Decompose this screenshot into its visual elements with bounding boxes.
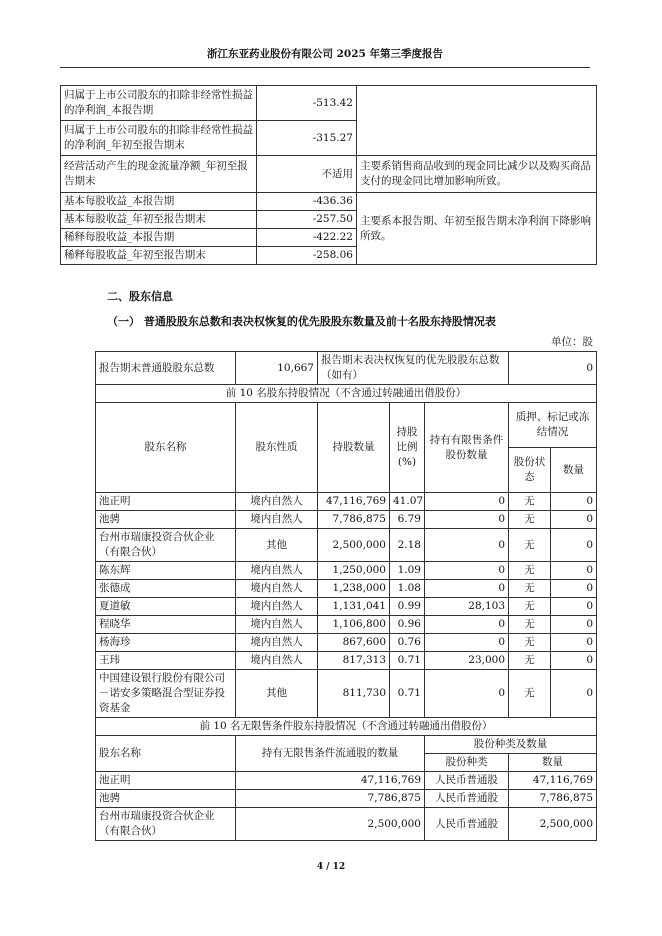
shareholder-ratio: 2.18 [390, 529, 425, 562]
table-row [96, 493, 597, 511]
uheader-name: 股东名称 [96, 736, 236, 772]
shareholder-pledge-qty: 0 [551, 670, 597, 718]
unrestricted-qty: 2,500,000 [236, 808, 425, 841]
unrestricted-type: 人民币普通股 [425, 808, 509, 841]
shareholder-pledge-status: 无 [509, 670, 551, 718]
shareholder-ratio: 0.99 [390, 598, 425, 616]
row-value: -257.50 [257, 211, 357, 229]
uheader-amount: 数量 [509, 754, 597, 772]
table-row [96, 598, 597, 616]
top10-caption: 前 10 名股东持股情况（不含通过转融通出借股份） [96, 385, 597, 403]
table-header-row [96, 403, 597, 448]
header-name: 股东名称 [96, 403, 236, 493]
shareholder-ratio: 0.71 [390, 670, 425, 718]
shareholder-ratio: 6.79 [390, 511, 425, 529]
unrestricted-caption: 前 10 名无限售条件股东持股情况（不含通过转融通出借股份） [96, 718, 597, 736]
shareholder-name: 中国建设银行股份有限公司－诺安多策略混合型证券投资基金 [96, 670, 236, 718]
unrestricted-rows [96, 772, 597, 841]
table-row [61, 156, 597, 193]
shareholder-ratio: 0.96 [390, 616, 425, 634]
table-row [96, 670, 597, 718]
table-row [96, 562, 597, 580]
table-row [96, 634, 597, 652]
shareholder-nature: 境内自然人 [236, 652, 318, 670]
shareholder-restricted: 0 [425, 580, 509, 598]
table-row [96, 808, 597, 841]
financial-indicator-table [60, 85, 597, 265]
shareholder-pledge-status: 无 [509, 562, 551, 580]
shareholder-shares: 867,600 [318, 634, 390, 652]
shareholder-pledge-status: 无 [509, 598, 551, 616]
table-row [96, 616, 597, 634]
shareholder-shares: 817,313 [318, 652, 390, 670]
table-row [96, 385, 597, 403]
table-row [96, 352, 597, 385]
shareholder-pledge-qty: 0 [551, 529, 597, 562]
shareholder-name: 池骋 [96, 511, 236, 529]
unrestricted-type: 人民币普通股 [425, 790, 509, 808]
shareholder-name: 王玮 [96, 652, 236, 670]
row-label: 基本每股收益_本报告期 [61, 193, 257, 211]
table-row [96, 580, 597, 598]
unrestricted-name: 台州市瑞康投资合伙企业（有限合伙） [96, 808, 236, 841]
shareholder-name: 程晓华 [96, 616, 236, 634]
shareholder-pledge-qty: 0 [551, 634, 597, 652]
shareholder-shares: 811,730 [318, 670, 390, 718]
shareholder-shares: 1,131,041 [318, 598, 390, 616]
reason-cell-empty [357, 86, 597, 156]
shareholder-table [95, 351, 597, 841]
row-label: 稀释每股收益_本报告期 [61, 229, 257, 247]
row-label: 归属于上市公司股东的扣除非经常性损益的净利润_本报告期 [61, 86, 257, 121]
shareholder-shares: 47,116,769 [318, 493, 390, 511]
section-subtitle: （一） 普通股股东总数和表决权恢复的优先股股东数量及前十名股东持股情况表 [107, 315, 496, 328]
uheader-qty: 持有无限售条件流通股的数量 [236, 736, 425, 772]
shareholder-pledge-qty: 0 [551, 511, 597, 529]
shareholder-shares: 1,106,800 [318, 616, 390, 634]
shareholder-pledge-status: 无 [509, 529, 551, 562]
shareholder-name: 池正明 [96, 493, 236, 511]
row-value: -513.42 [257, 86, 357, 121]
table-row [61, 193, 597, 211]
shareholder-pledge-status: 无 [509, 511, 551, 529]
shareholder-ratio: 41.07 [390, 493, 425, 511]
shareholder-nature: 境内自然人 [236, 634, 318, 652]
pref-holders-label: 报告期末表决权恢复的优先股股东总数（如有） [318, 352, 509, 385]
shareholder-name: 台州市瑞康投资合伙企业（有限合伙） [96, 529, 236, 562]
unrestricted-type: 人民币普通股 [425, 772, 509, 790]
total-holders-label: 报告期末普通股股东总数 [96, 352, 236, 385]
row-value: -436.36 [257, 193, 357, 211]
shareholder-nature: 境内自然人 [236, 580, 318, 598]
shareholder-shares: 7,786,875 [318, 511, 390, 529]
shareholder-pledge-qty: 0 [551, 493, 597, 511]
table-row [96, 511, 597, 529]
uheader-type: 股份种类 [425, 754, 509, 772]
shareholder-restricted: 0 [425, 493, 509, 511]
shareholder-pledge-qty: 0 [551, 562, 597, 580]
shareholder-shares: 1,250,000 [318, 562, 390, 580]
shareholder-restricted: 23,000 [425, 652, 509, 670]
shareholder-name: 张德成 [96, 580, 236, 598]
shareholder-nature: 境内自然人 [236, 616, 318, 634]
shareholder-restricted: 28,103 [425, 598, 509, 616]
shareholder-shares: 1,238,000 [318, 580, 390, 598]
unit-label: 单位：股 [551, 336, 593, 348]
total-holders-value: 10,667 [236, 352, 318, 385]
shareholder-nature: 其他 [236, 670, 318, 718]
unrestricted-qty: 47,116,769 [236, 772, 425, 790]
header-nature: 股东性质 [236, 403, 318, 493]
shareholder-pledge-status: 无 [509, 580, 551, 598]
page-header: 浙江东亚药业股份有限公司 2025 年第三季度报告 [60, 46, 590, 68]
shareholder-nature: 境内自然人 [236, 562, 318, 580]
table-header-row [96, 736, 597, 754]
unrestricted-amount: 47,116,769 [509, 772, 597, 790]
unrestricted-qty: 7,786,875 [236, 790, 425, 808]
shareholder-nature: 境内自然人 [236, 493, 318, 511]
shareholder-ratio: 0.71 [390, 652, 425, 670]
header-restricted: 持有有限售条件股份数量 [425, 403, 509, 493]
shareholder-shares: 2,500,000 [318, 529, 390, 562]
shareholder-nature: 境内自然人 [236, 511, 318, 529]
table-row [96, 652, 597, 670]
shareholder-pledge-qty: 0 [551, 580, 597, 598]
header-pledge-status: 股份状态 [509, 448, 551, 493]
shareholder-nature: 其他 [236, 529, 318, 562]
shareholder-pledge-qty: 0 [551, 652, 597, 670]
shareholder-name: 杨海珍 [96, 634, 236, 652]
shareholder-name: 夏道敏 [96, 598, 236, 616]
shareholder-pledge-status: 无 [509, 634, 551, 652]
table-row [96, 529, 597, 562]
row-value: -315.27 [257, 121, 357, 156]
reason-eps: 主要系本报告期、年初至报告期末净利润下降影响所致。 [357, 193, 597, 265]
header-ratio: 持股比例(%) [390, 403, 425, 493]
table-row [96, 790, 597, 808]
shareholder-restricted: 0 [425, 634, 509, 652]
unrestricted-name: 池骋 [96, 790, 236, 808]
row-label: 经营活动产生的现金流量净额_年初至报告期末 [61, 156, 257, 193]
shareholder-restricted: 0 [425, 670, 509, 718]
table-row [61, 86, 597, 121]
shareholder-restricted: 0 [425, 511, 509, 529]
uheader-type-group: 股份种类及数量 [425, 736, 597, 754]
shareholder-restricted: 0 [425, 529, 509, 562]
shareholder-pledge-qty: 0 [551, 616, 597, 634]
shareholder-ratio: 0.76 [390, 634, 425, 652]
shareholder-pledge-status: 无 [509, 493, 551, 511]
top10-rows [96, 493, 597, 718]
section-title: 二、股东信息 [107, 290, 173, 303]
shareholder-ratio: 1.09 [390, 562, 425, 580]
shareholder-pledge-status: 无 [509, 616, 551, 634]
row-value: -258.06 [257, 247, 357, 265]
header-pledge-qty: 数量 [551, 448, 597, 493]
table-row [96, 772, 597, 790]
shareholder-ratio: 1.08 [390, 580, 425, 598]
table-row [96, 718, 597, 736]
row-value: 不适用 [257, 156, 357, 193]
unrestricted-amount: 7,786,875 [509, 790, 597, 808]
row-label: 稀释每股收益_年初至报告期末 [61, 247, 257, 265]
row-value: -422.22 [257, 229, 357, 247]
pref-holders-value: 0 [509, 352, 597, 385]
shareholder-restricted: 0 [425, 562, 509, 580]
unrestricted-name: 池正明 [96, 772, 236, 790]
shareholder-name: 陈东辉 [96, 562, 236, 580]
row-label: 归属于上市公司股东的扣除非经常性损益的净利润_年初至报告期末 [61, 121, 257, 156]
header-shares: 持股数量 [318, 403, 390, 493]
unrestricted-amount: 2,500,000 [509, 808, 597, 841]
row-label: 基本每股收益_年初至报告期末 [61, 211, 257, 229]
shareholder-nature: 境内自然人 [236, 598, 318, 616]
page-number: 4 / 12 [316, 862, 346, 872]
reason-cashflow: 主要系销售商品收到的现金同比减少以及购买商品支付的现金同比增加影响所致。 [357, 156, 597, 193]
shareholder-pledge-qty: 0 [551, 598, 597, 616]
shareholder-restricted: 0 [425, 616, 509, 634]
shareholder-pledge-status: 无 [509, 652, 551, 670]
header-pledge: 质押、标记或冻结情况 [509, 403, 597, 448]
